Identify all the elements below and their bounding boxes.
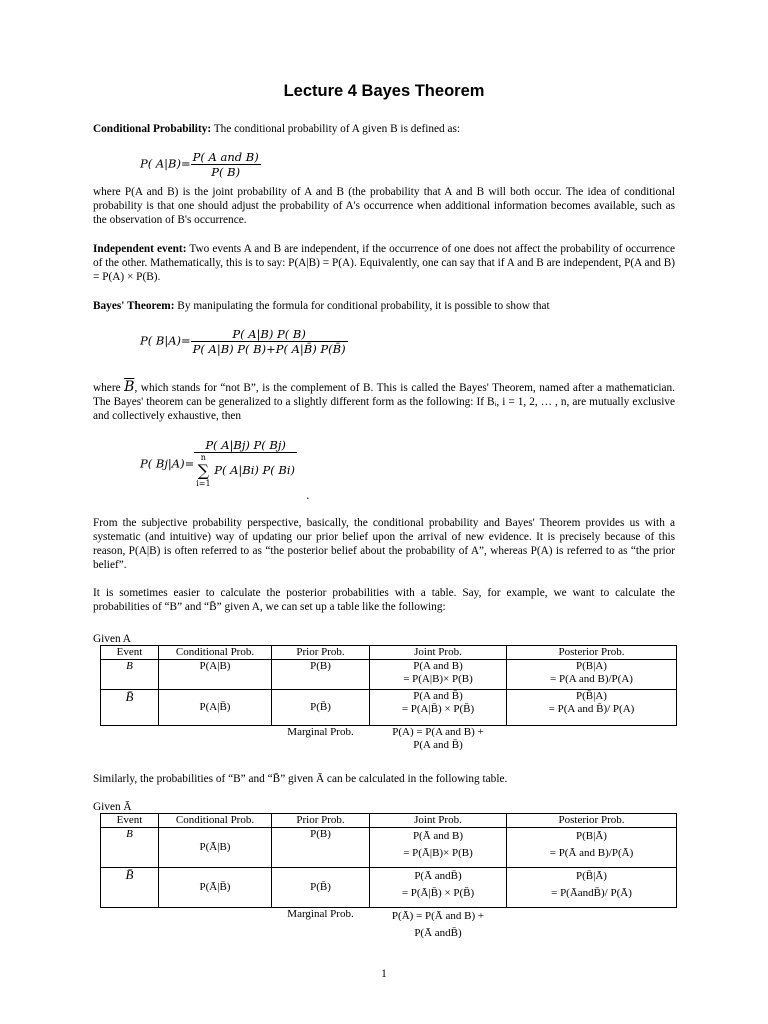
independent-event-paragraph	[93, 242, 675, 284]
table2-given-label: Given Ā	[93, 801, 132, 813]
cell: B̄	[101, 690, 159, 726]
cell: P(B)	[272, 660, 370, 690]
general-bayes-formula	[140, 438, 297, 489]
subjective-probability-paragraph: From the subjective probability perspective, basically, the conditional probability and Bayes' Theorem provides us with a systematic (and intuitive) way of updating our prior belief upon the arrival of new evidence. It is precisely because of this reason, P(A|B) is often referred to as “the posterior belief about the probability of A”, whereas P(A) is referred to as “the prior belief”.	[93, 517, 675, 571]
b-complement-symbol: $\overline{B}$	[124, 379, 135, 395]
formula-lhs: P( A|B)=	[140, 156, 191, 171]
cell: B	[101, 828, 159, 868]
bayes-complement-paragraph	[93, 380, 675, 423]
cell: P(A|B)	[159, 660, 272, 690]
header-posterior: Posterior Prob.	[507, 814, 677, 828]
text-fragment: where	[93, 382, 125, 394]
summation-upper: n	[200, 453, 206, 462]
table-row	[101, 690, 677, 726]
general-formula-den-text: P( A|Bi) P( Bi)	[214, 463, 296, 477]
bayes-formula	[140, 327, 348, 356]
cell: P(A and B̄) = P(A|B̄) × P(B̄)	[370, 690, 507, 726]
cell: P(Ā and B) = P(Ā|B)× P(B)	[370, 828, 507, 868]
text-fragment: , which stands for “not B”, is the complement of B. This is called the Bayes' Theorem, named after a mathematician. The Bayes' theorem can be generalized to a slightly different form as the following: If Bᵢ, i = 1, 2, … , n, are mutually exclusive and collectively exhaustive, then	[93, 382, 676, 422]
formula-denominator: P( B)	[211, 165, 241, 179]
conditional-probability-heading: Conditional Probability:	[93, 123, 212, 135]
table-intro-paragraph: It is sometimes easier to calculate the posterior probabilities with a table. Say, for example, we want to calculate the probabilities of “B” and “B̄” given A, we can set up a table like the following:	[93, 587, 675, 613]
formula-numerator: P( A and B)	[192, 150, 259, 164]
cell: P(B|A) = P(A and B)/P(A)	[507, 660, 677, 690]
table-header-row	[101, 646, 677, 660]
cell: P(B̄)	[272, 690, 370, 726]
bayes-formula-denominator: P( A|B) P( B)+P( A|B̄) P(B̄)	[192, 342, 346, 356]
cell: P(Ā andB̄) = P(Ā|B̄) × P(B̄)	[370, 868, 507, 908]
header-event: Event	[101, 814, 159, 828]
conditional-probability-explanation: where P(A and B) is the joint probability of A and B (the probability that A and B will both occur. The idea of conditional probability is that one should adjust the probability of A's occurrence when additional information becomes available, such as the observation of B's occurrence.	[93, 186, 675, 226]
marginal-row	[101, 726, 677, 753]
marginal-value: P(A) = P(A and B) + P(A and B̄)	[392, 726, 484, 751]
empty-cell	[507, 726, 677, 753]
header-conditional: Conditional Prob.	[159, 814, 272, 828]
cell: P(B)	[272, 828, 370, 868]
cell: P(Ā|B̄)	[159, 868, 272, 908]
bayes-theorem-intro	[93, 299, 675, 313]
cell: P(B|Ā) = P(Ā and B)/P(Ā)	[507, 828, 677, 868]
empty-cell	[101, 908, 159, 943]
cell: B	[101, 660, 159, 690]
empty-cell	[507, 908, 677, 943]
table-row	[101, 828, 677, 868]
cell: P(B̄)	[272, 868, 370, 908]
general-formula-period: .	[306, 488, 310, 502]
marginal-label: Marginal Prob.	[287, 908, 354, 920]
bayes-formula-lhs: P( B|A)=	[140, 333, 191, 348]
marginal-row	[101, 908, 677, 943]
conditional-probability-formula	[140, 150, 261, 179]
general-formula-lhs: P( Bj|A)=	[140, 456, 195, 471]
header-prior: Prior Prob.	[272, 646, 370, 660]
header-prior: Prior Prob.	[272, 814, 370, 828]
formula-fraction	[191, 150, 261, 179]
empty-cell	[159, 726, 272, 753]
general-formula-denominator	[194, 453, 297, 489]
bayes-formula-numerator: P( A|B) P( B)	[191, 327, 348, 342]
bayes-theorem-heading: Bayes' Theorem:	[93, 300, 175, 312]
posterior-table-given-not-a	[100, 813, 677, 942]
page-number: 1	[381, 968, 387, 980]
cell: B̄	[101, 868, 159, 908]
cell: P(A and B) = P(A|B)× P(B)	[370, 660, 507, 690]
marginal-label: Marginal Prob.	[287, 726, 354, 738]
table-row	[101, 660, 677, 690]
general-formula-numerator: P( A|Bj) P( Bj)	[194, 438, 297, 453]
header-posterior: Posterior Prob.	[507, 646, 677, 660]
cell: P(A|B̄)	[159, 690, 272, 726]
summation	[196, 453, 210, 489]
cell: P(B̄|A) = P(A and B̄)/ P(A)	[507, 690, 677, 726]
summation-lower: i=1	[196, 479, 211, 488]
table-header-row	[101, 814, 677, 828]
conditional-probability-text: The conditional probability of A given B is defined as:	[211, 123, 461, 135]
table2-intro-paragraph: Similarly, the probabilities of “B” and “B̄” given Ā can be calculated in the following table.	[93, 773, 508, 785]
posterior-table-given-a	[100, 645, 677, 752]
cell: P(Ā|B)	[159, 828, 272, 868]
independent-event-heading: Independent event:	[93, 243, 187, 255]
table-row	[101, 868, 677, 908]
empty-cell	[101, 726, 159, 753]
general-formula-fraction	[194, 438, 297, 489]
cell: P(B̄|Ā) = P(ĀandB̄)/ P(Ā)	[507, 868, 677, 908]
bayes-theorem-text: By manipulating the formula for conditional probability, it is possible to show that	[174, 300, 550, 312]
header-joint: Joint Prob.	[370, 646, 507, 660]
summation-symbol: ∑	[197, 461, 210, 480]
empty-cell	[159, 908, 272, 943]
bayes-formula-fraction	[191, 327, 348, 356]
conditional-probability-intro	[93, 122, 675, 136]
table1-given-label: Given A	[93, 633, 131, 645]
header-conditional: Conditional Prob.	[159, 646, 272, 660]
page-title: Lecture 4 Bayes Theorem	[283, 82, 485, 100]
header-joint: Joint Prob.	[370, 814, 507, 828]
independent-event-text: Two events A and B are independent, if the occurrence of one does not affect the probability of occurrence of the other. Mathematically, this is to say: P(A|B) = P(A). Equivalently, one can say that if A and B are independent, P(A and B) = P(A) × P(B).	[93, 243, 675, 283]
header-event: Event	[101, 646, 159, 660]
marginal-value: P(Ā) = P(Ā and B) + P(Ā andB̄)	[391, 910, 485, 939]
